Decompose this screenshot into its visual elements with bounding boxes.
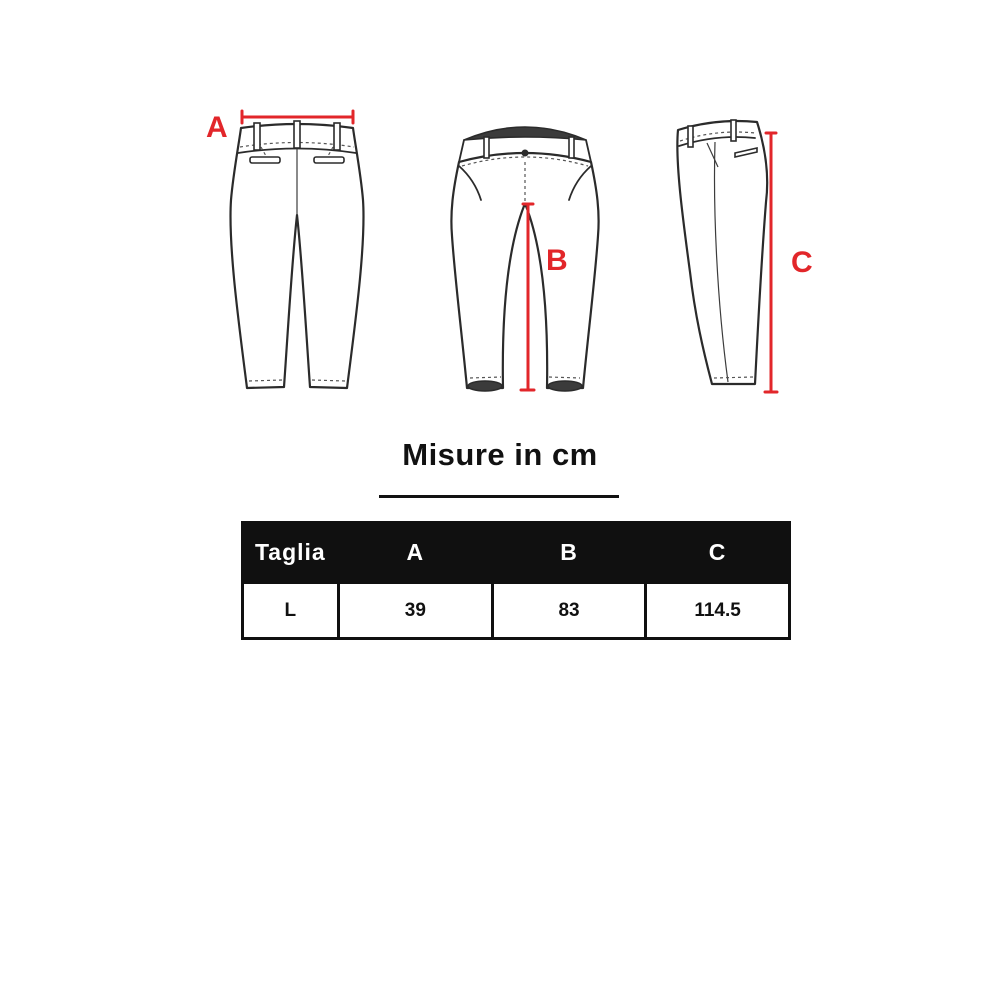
pants-back-view-diagram — [195, 95, 380, 405]
col-header-b: B — [492, 523, 645, 583]
col-header-taglia: Taglia — [243, 523, 339, 583]
size-table-data-row — [243, 583, 790, 639]
size-table — [241, 521, 791, 640]
front-waistband-right-edge — [586, 140, 591, 162]
cell-measure-a-value: 39 — [338, 583, 492, 639]
back-belt-loop — [334, 123, 340, 150]
measure-line-b — [521, 204, 534, 390]
pants-side-view-figure — [655, 100, 820, 410]
side-belt-loop — [731, 120, 736, 141]
cell-size-l: L — [243, 583, 339, 639]
back-right-pocket — [314, 157, 344, 163]
front-belt-loop — [484, 137, 489, 158]
pants-back-view-figure — [195, 95, 380, 405]
front-waistband-left-edge — [459, 140, 464, 162]
side-belt-loop — [688, 126, 693, 147]
front-waistband-interior — [464, 127, 586, 140]
title-underline — [379, 495, 619, 498]
front-left-hem — [468, 381, 502, 391]
size-guide-title: Misure in cm — [402, 437, 598, 472]
cell-measure-c-value: 114.5 — [646, 583, 790, 639]
cell-measure-b-value: 83 — [492, 583, 645, 639]
col-header-a: A — [338, 523, 492, 583]
pants-side-view-diagram — [655, 100, 820, 410]
back-left-pocket — [250, 157, 280, 163]
side-pants-outline — [677, 121, 767, 384]
back-belt-loop — [254, 123, 260, 150]
front-button — [522, 150, 529, 157]
back-belt-loop — [294, 121, 300, 148]
front-belt-loop — [569, 137, 574, 158]
size-table-header-row — [243, 523, 790, 583]
front-right-hem — [548, 381, 582, 391]
measure-label-c: C — [791, 246, 813, 279]
measure-label-b: B — [546, 244, 568, 277]
measure-label-a: A — [206, 111, 228, 144]
col-header-c: C — [646, 523, 790, 583]
pants-front-view-diagram — [440, 100, 620, 410]
pants-front-view-figure — [440, 100, 620, 410]
